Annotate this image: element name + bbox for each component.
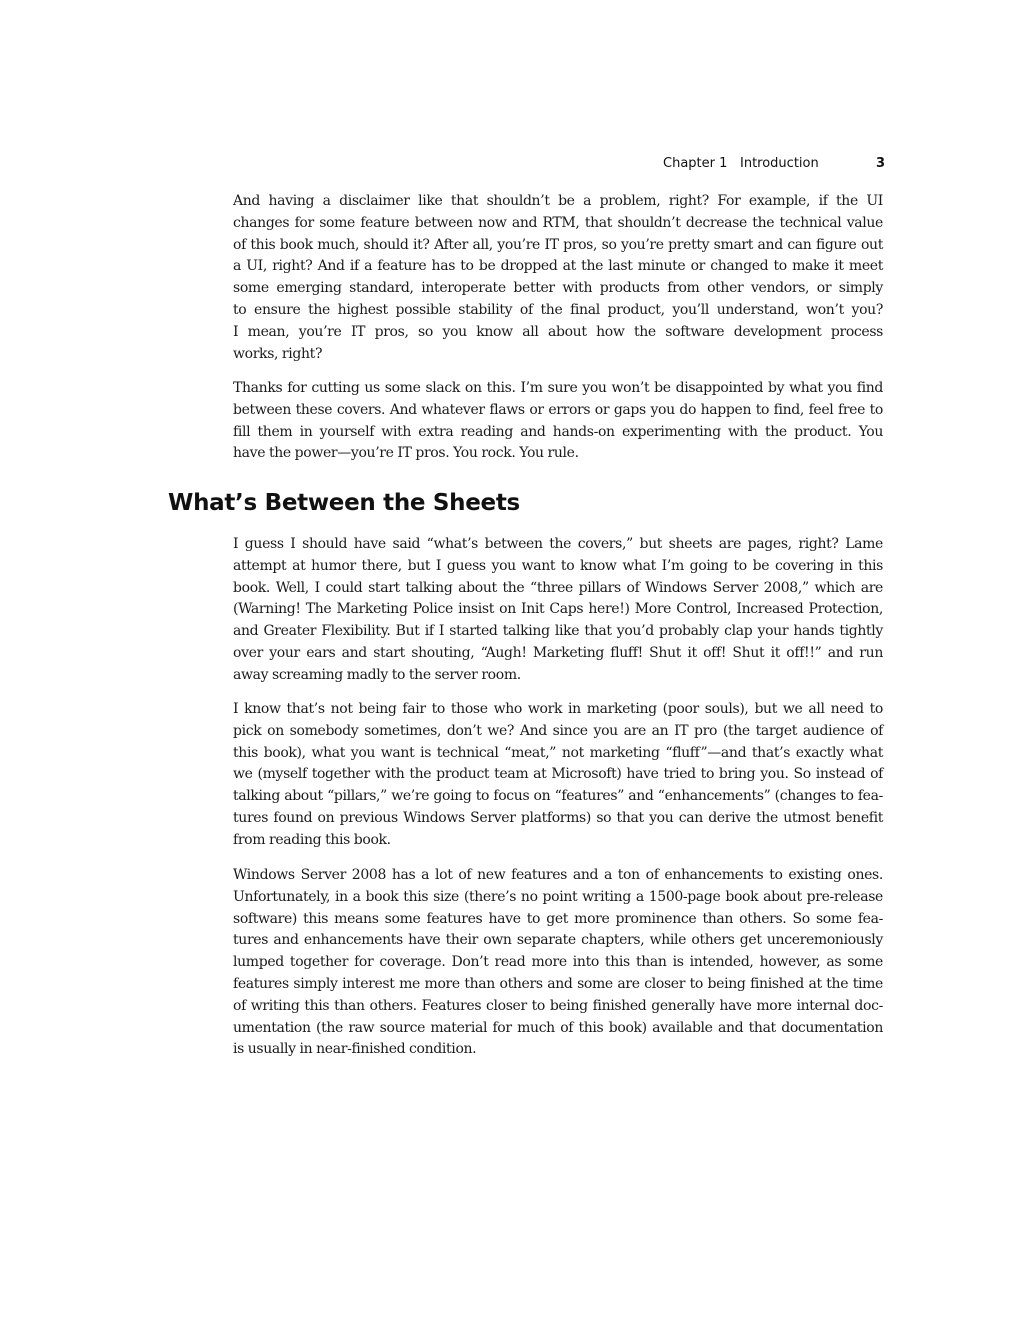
text-line: we (myself together with the product team at Microsoft) have tried to bring you. So instead of: [233, 766, 883, 783]
text-line: features simply interest me more than others and some are closer to being finished at the time: [233, 975, 883, 992]
text-line: I guess I should have said “what’s between the covers,” but sheets are pages, right? Lame: [233, 536, 883, 552]
text-line: Unfortunately, in a book this size (there’s no point writing a 1500-page book about pre-release: [233, 888, 883, 905]
text-line: is usually in near-finished condition.: [233, 1041, 477, 1058]
paragraph: [233, 191, 883, 365]
chapter-title: Introduction: [740, 156, 819, 171]
text-line: of writing this than others. Features closer to being finished generally have more internal doc-: [233, 997, 883, 1014]
text-line: some emerging standard, interoperate better with products from other vendors, or simply: [233, 280, 883, 297]
text-line: this book), what you want is technical “meat,” not marketing “fluff”—and that’s exactly what: [233, 744, 883, 761]
text-line: away screaming madly to the server room.: [233, 666, 521, 683]
text-line: pick on somebody sometimes, don’t we? And since you are an IT pro (the target audience of: [233, 722, 883, 739]
text-line: lumped together for coverage. Don’t read more into this than is intended, however, as some: [233, 954, 883, 971]
text-line: (Warning! The Marketing Police insist on Init Caps here!) More Control, Increased Protection,: [233, 601, 883, 618]
text-line: Windows Server 2008 has a lot of new features and a ton of enhancements to existing ones.: [233, 867, 883, 883]
text-line: tures and enhancements have their own separate chapters, while others get unceremoniously: [233, 932, 883, 949]
text-line: fill them in yourself with extra reading and hands-on experimenting with the product. You: [233, 423, 883, 440]
text-line: over your ears and start shouting, “Augh! Marketing fluff! Shut it off! Shut it off!!” and run: [233, 644, 883, 661]
running-header: [663, 156, 885, 176]
text-line: changes for some feature between now and RTM, that shouldn’t decrease the technical value: [233, 214, 883, 231]
text-line: to ensure the highest possible stability of the final product, you’ll understand, won’t you?: [233, 301, 883, 318]
text-line: umentation (the raw source material for much of this book) available and that documentation: [233, 1019, 883, 1036]
text-line: tures found on previous Windows Server platforms) so that you can derive the utmost benefit: [233, 809, 883, 826]
text-line: of this book much, should it? After all, you’re IT pros, so you’re pretty smart and can figure out: [233, 236, 883, 253]
text-line: from reading this book.: [233, 831, 391, 848]
text-line: talking about “pillars,” we’re going to focus on “features” and “enhancements” (changes to fea-: [233, 788, 883, 805]
text-line: attempt at humor there, but I guess you want to know what I’m going to be covering in this: [233, 557, 883, 574]
paragraph: [233, 699, 883, 852]
text-line: Thanks for cutting us some slack on this. I’m sure you won’t be disappointed by what you find: [233, 380, 883, 396]
text-line: between these covers. And whatever flaws or errors or gaps you do happen to find, feel free to: [233, 401, 883, 418]
section-heading: What’s Between the Sheets: [168, 490, 520, 516]
text-line: and Greater Flexibility. But if I started talking like that you’d probably clap your hands tightly: [233, 623, 883, 640]
paragraph: [233, 534, 883, 687]
paragraph: [233, 865, 883, 1061]
text-line: have the power—you’re IT pros. You rock. You rule.: [233, 445, 579, 462]
text-line: a UI, right? And if a feature has to be dropped at the last minute or changed to make it meet: [233, 258, 883, 275]
text-line: I know that’s not being fair to those who work in marketing (poor souls), but we all need to: [233, 701, 883, 717]
text-line: works, right?: [233, 345, 323, 362]
paragraph: [233, 378, 883, 465]
text-line: I mean, you’re IT pros, so you know all about how the software development process: [233, 323, 883, 340]
page-number: 3: [875, 156, 885, 171]
chapter-label: Chapter 1: [663, 156, 728, 171]
text-line: book. Well, I could start talking about the “three pillars of Windows Server 2008,” which are: [233, 579, 883, 596]
text-line: software) this means some features have to get more prominence than others. So some fea-: [233, 910, 883, 927]
text-line: And having a disclaimer like that shouldn’t be a problem, right? For example, if the UI: [233, 193, 883, 209]
